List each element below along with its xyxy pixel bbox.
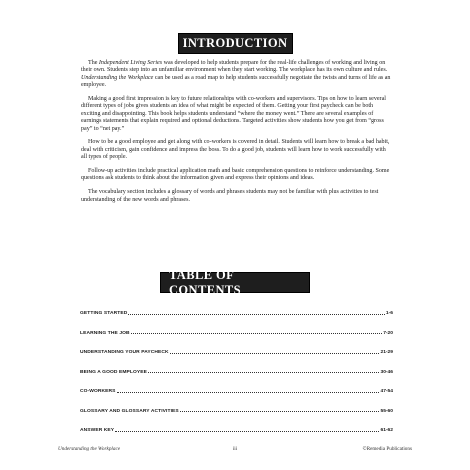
toc-entry bbox=[80, 388, 393, 394]
toc-entry bbox=[80, 310, 393, 316]
toc-heading: TABLE OF CONTENTS bbox=[160, 272, 310, 293]
intro-paragraph-4: Follow-up activities include practical application math and basic comprehension questions to reinforce understanding. Some questions ask students to think about the information given and express their opinions and ideas. bbox=[81, 168, 390, 182]
toc-leader-dots bbox=[128, 314, 385, 315]
toc-leader-dots bbox=[170, 353, 380, 354]
toc-entry-title: UNDERSTANDING YOUR PAYCHECK bbox=[80, 350, 169, 355]
toc-entry-title: GETTING STARTED bbox=[80, 311, 128, 316]
series-title: Independent Living Series bbox=[98, 60, 163, 66]
footer-book-title: Understanding the Workplace bbox=[58, 446, 121, 452]
intro-p1-text-e: can be used as a road map to help students successfully negotiate the twists and turns of life as an employee. bbox=[81, 74, 391, 89]
toc-entry-pages: 30-46 bbox=[380, 369, 393, 375]
page-footer bbox=[58, 446, 412, 452]
toc-entry bbox=[80, 408, 393, 414]
intro-paragraph-2: Making a good first impression is key to future relationships with co-workers and supervisors. Tips on how to learn several different types of jobs gives students an idea of what might be expected of them. Getting your first paycheck can be both exciting and disappointing. This book helps students understand “where the money went.” There are several examples of earnings statements that explain required and optional deductions. Targeted activities show students how you get from “gross pay” to “net pay.” bbox=[81, 96, 386, 132]
toc-entry-pages: 55-60 bbox=[380, 408, 393, 414]
toc-entry-pages: 21-29 bbox=[380, 350, 393, 355]
toc-entry bbox=[80, 369, 393, 375]
toc-banner bbox=[0, 267, 470, 297]
toc-entry-title: GLOSSARY AND GLOSSARY ACTIVITIES bbox=[80, 408, 179, 414]
footer-page-number: iii bbox=[232, 446, 238, 452]
toc-entry bbox=[80, 349, 393, 355]
toc-entry-title: CO-WORKERS bbox=[80, 389, 116, 394]
toc-leader-dots bbox=[117, 392, 380, 393]
toc-entry-pages: 47-54 bbox=[380, 389, 393, 394]
intro-paragraph-1 bbox=[81, 60, 393, 90]
intro-p1-text-c: was developed to help students prepare for the real-life challenges of working and living on their own. Students step into an unfamiliar environment when they start working. The workplace has its own culture and rules. bbox=[81, 60, 388, 74]
intro-paragraph-3: How to be a good employee and get along with co-workers is covered in detail. Students will learn how to break a bad habit, deal with criticism, gain confidence and impress the boss. To do a good job, students will learn how to work successfully with all types of people. bbox=[81, 139, 390, 161]
toc-leader-dots bbox=[131, 333, 383, 334]
toc-leader-dots bbox=[148, 372, 380, 373]
toc-entry-title: LEARNING THE JOB bbox=[80, 330, 130, 336]
toc-entry bbox=[80, 427, 393, 433]
table-of-contents bbox=[80, 310, 393, 447]
introduction-banner bbox=[0, 33, 470, 54]
intro-p1-text-a: The bbox=[88, 60, 99, 66]
toc-entry-pages: 7-20 bbox=[383, 330, 393, 336]
toc-entry-title: ANSWER KEY bbox=[80, 428, 115, 433]
introduction-heading: INTRODUCTION bbox=[178, 33, 293, 54]
footer-publisher: ©Remedia Publications bbox=[362, 446, 412, 452]
intro-paragraph-5: The vocabulary section includes a glossary of words and phrases students may not be familiar with plus activities to test understanding of the new words and phrases. bbox=[81, 189, 379, 203]
toc-entry-pages: 61-62 bbox=[380, 428, 393, 433]
book-title: Understanding the Workplace bbox=[81, 74, 154, 81]
toc-leader-dots bbox=[115, 431, 379, 432]
toc-entry bbox=[80, 330, 393, 336]
introduction-body bbox=[81, 60, 393, 210]
toc-entry-title: BEING A GOOD EMPLOYEE bbox=[80, 369, 147, 375]
toc-entry-pages: 1-6 bbox=[385, 311, 393, 316]
toc-leader-dots bbox=[180, 411, 380, 412]
